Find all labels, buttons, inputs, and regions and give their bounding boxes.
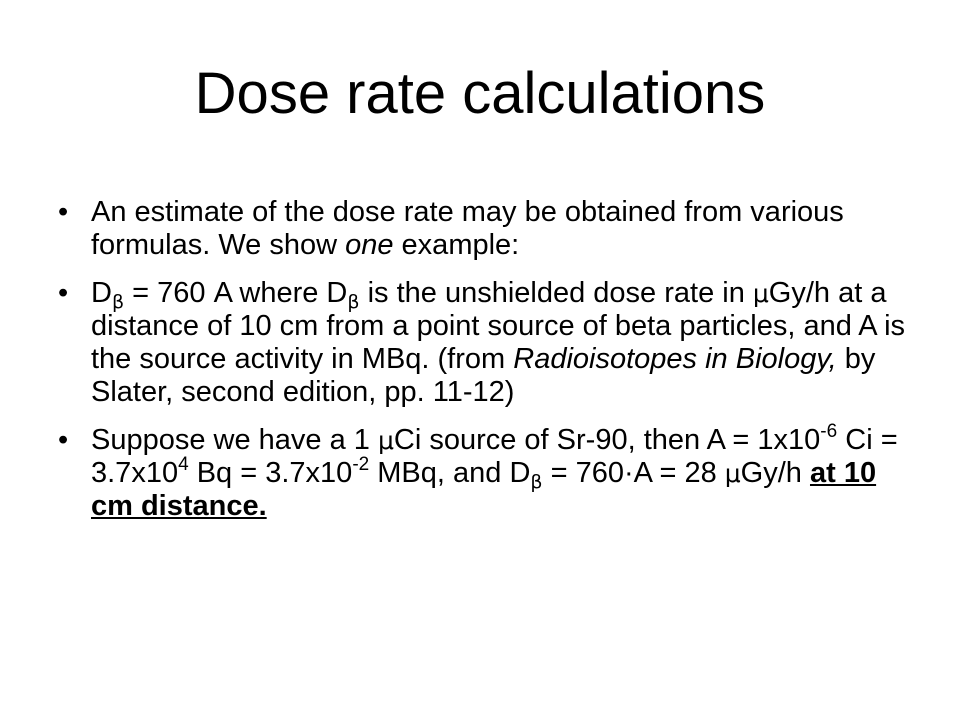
bullet-item-formula: [58, 277, 918, 409]
bullet-text: D: [91, 277, 112, 309]
bullet-text: Gy/h at a distance of 10 cm from a point source of beta particles, and A is the source activity in MBq. (from: [91, 277, 906, 375]
bullet-dot-icon: •: [58, 277, 69, 309]
exponent: -6: [820, 421, 838, 442]
micro-symbol: μ: [377, 426, 394, 455]
beta-subscript: β: [347, 291, 360, 313]
beta-subscript: β: [530, 471, 543, 493]
micro-symbol: μ: [752, 279, 769, 308]
beta-subscript: β: [111, 291, 125, 313]
bullet-text: example:: [393, 229, 520, 261]
bullet-dot-icon: •: [58, 196, 69, 228]
bullet-item-estimate: [58, 196, 918, 262]
micro-symbol: μ: [724, 459, 741, 488]
conclusion-highlight: at 10 cm distance.: [91, 457, 877, 522]
bullet-list: [58, 196, 918, 538]
bullet-text: Bq = 3.7x10: [188, 457, 353, 489]
emphasis-text: one: [345, 229, 394, 261]
exponent: 4: [178, 454, 189, 475]
exponent: -2: [352, 454, 370, 475]
book-title: Radioisotopes in Biology,: [513, 343, 837, 375]
bullet-text: MBq, and D: [369, 457, 531, 489]
bullet-text: is the unshielded dose rate in: [359, 277, 753, 309]
bullet-text: by Slater, second edition, pp. 11-12): [91, 343, 876, 408]
bullet-text: A = 28: [633, 457, 725, 489]
slide-title: Dose rate calculations: [194, 61, 766, 126]
bullet-text: Suppose we have a 1: [91, 424, 378, 456]
bullet-text: Ci source of Sr-90, then A = 1x10: [393, 424, 821, 456]
bullet-text: Ci = 3.7x10: [91, 424, 898, 489]
bullet-item-example: [58, 421, 918, 523]
bullet-text: Gy/h: [740, 457, 810, 489]
bullet-text: = 760 A where D: [124, 277, 348, 309]
multiply-dot: ·: [623, 457, 634, 489]
bullet-dot-icon: •: [58, 424, 69, 456]
bullet-text: An estimate of the dose rate may be obtained from various formulas. We show: [91, 196, 844, 261]
bullet-text: = 760: [542, 457, 624, 489]
